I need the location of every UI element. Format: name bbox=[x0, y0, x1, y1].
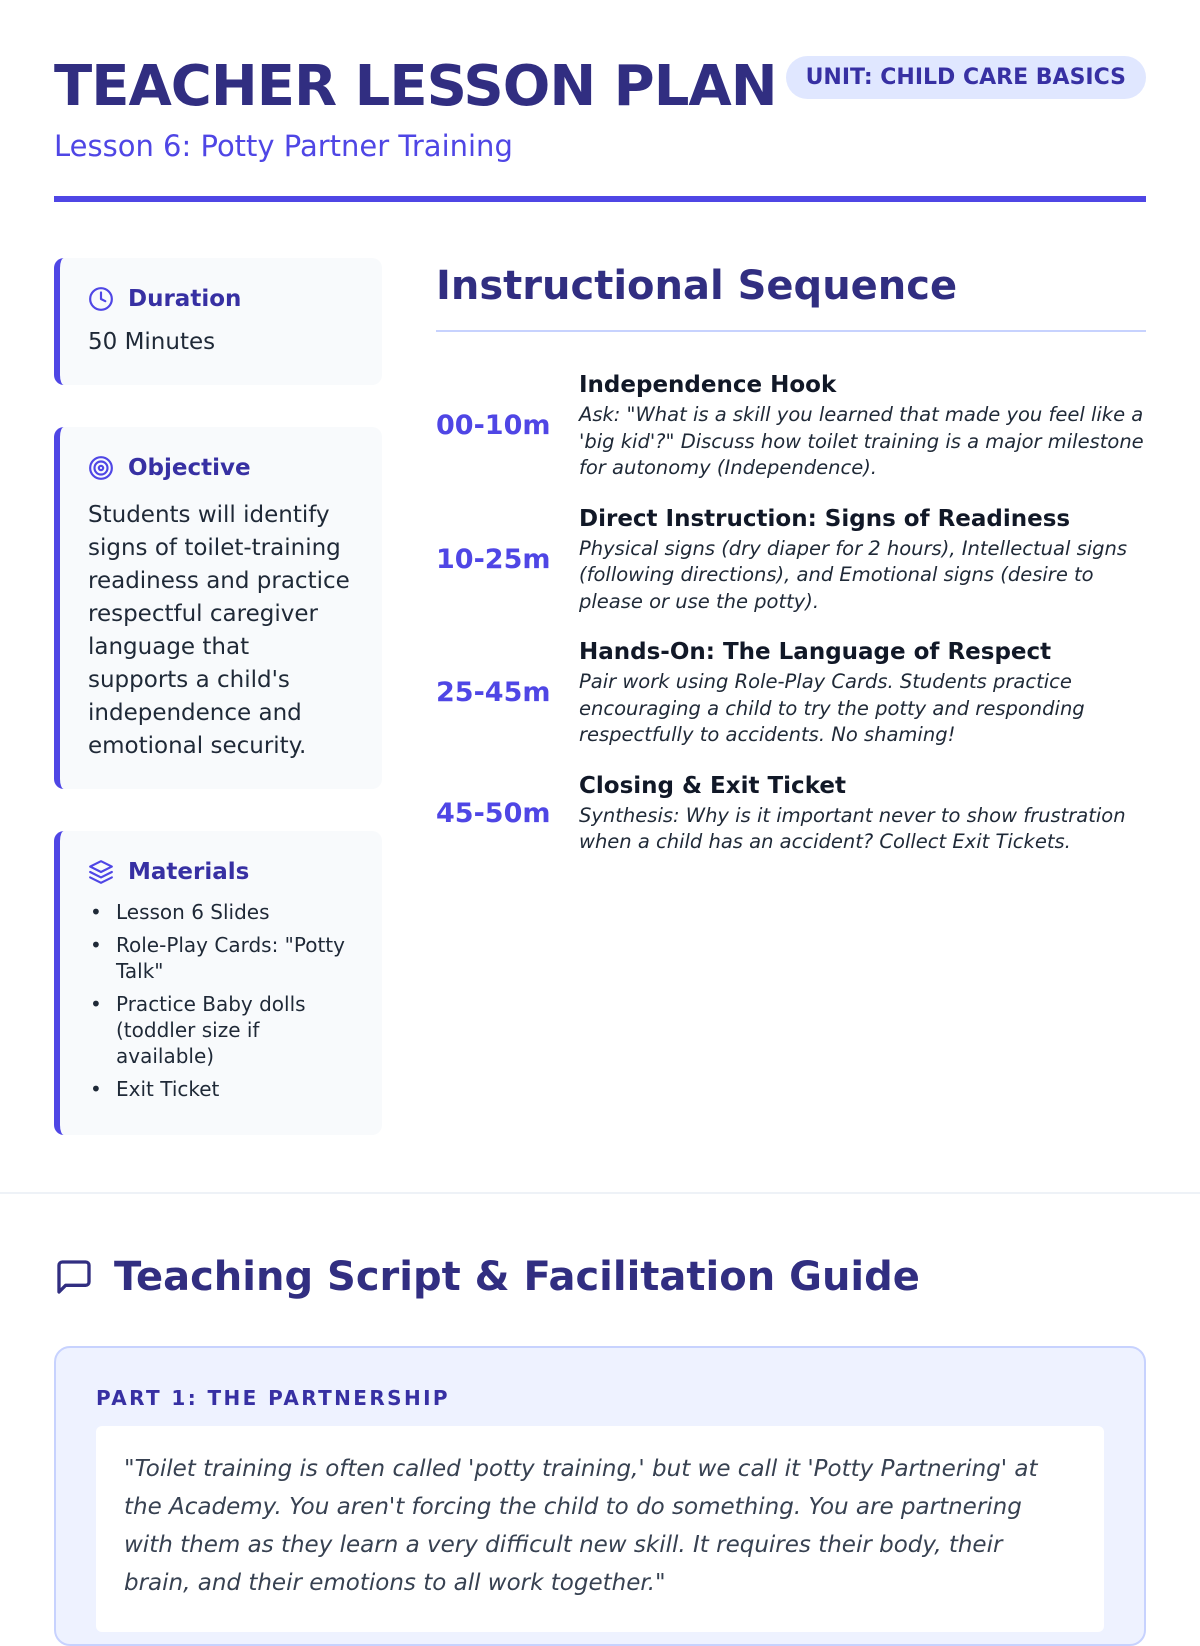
step-description: Physical signs (dry diaper for 2 hours), Intellectual signs (following directions), and Emotional signs (desire to please or use the potty). bbox=[579, 536, 1128, 613]
section-divider bbox=[0, 1192, 1200, 1194]
step-description: Pair work using Role-Play Cards. Students practice encouraging a child to try the potty and responding respectfully to accidents. No shaming! bbox=[579, 670, 1085, 746]
sequence-step bbox=[436, 637, 1146, 749]
materials-item: • Role-Play Cards: "Potty Talk" bbox=[90, 933, 345, 983]
step-title: Hands-On: The Language of Respect bbox=[579, 639, 1052, 665]
unit-badge: UNIT: CHILD CARE BASICS bbox=[786, 56, 1146, 99]
step-time: 25-45m bbox=[436, 677, 551, 709]
materials-card bbox=[54, 831, 382, 1135]
objective-label: Objective bbox=[128, 455, 251, 481]
page-title: TEACHER LESSON PLAN bbox=[54, 54, 777, 119]
objective-header bbox=[88, 455, 356, 481]
layers-icon bbox=[88, 859, 114, 885]
materials-label: Materials bbox=[128, 859, 250, 885]
duration-card bbox=[54, 258, 382, 385]
content-columns bbox=[54, 258, 1146, 1177]
part-label: PART 1: THE PARTNERSHIP bbox=[96, 1386, 450, 1410]
step-title: Closing & Exit Ticket bbox=[579, 772, 846, 799]
part-card bbox=[54, 1346, 1146, 1646]
materials-list bbox=[88, 899, 356, 1102]
sequence-step bbox=[436, 504, 1146, 616]
sequence-step bbox=[436, 370, 1146, 482]
step-description: Synthesis: Why is it important never to show frustration when a child has an accident? Collect Exit Tickets. bbox=[579, 803, 1126, 853]
step-title: Independence Hook bbox=[579, 372, 837, 398]
materials-item: • Exit Ticket bbox=[90, 1077, 220, 1101]
script-quote: "Toilet training is often called 'potty training,' but we call it 'Potty Partnering' at the Academy. You aren't forcing the child to do something. You are partnering with them as they learn a very difficult new skill. It requires their body, their brain, and their emotions to all work together." bbox=[96, 1426, 1104, 1632]
sequence-title: Instructional Sequence bbox=[436, 263, 958, 309]
sequence-divider bbox=[436, 330, 1146, 332]
message-square-icon bbox=[54, 1257, 94, 1297]
duration-label: Duration bbox=[128, 286, 242, 312]
materials-item: • Practice Baby dolls (toddler size if available) bbox=[90, 992, 306, 1068]
clock-icon bbox=[88, 286, 114, 312]
materials-item: • Lesson 6 Slides bbox=[90, 900, 270, 924]
header-divider bbox=[54, 196, 1146, 202]
lesson-subtitle: Lesson 6: Potty Partner Training bbox=[54, 129, 513, 163]
duration-header bbox=[88, 286, 356, 312]
step-time: 10-25m bbox=[436, 543, 551, 575]
step-description: Ask: "What is a skill you learned that made you feel like a 'big kid'?" Discuss how toilet training is a major milestone for autonomy (Independence). bbox=[579, 403, 1144, 479]
duration-value: 50 Minutes bbox=[88, 329, 216, 355]
script-header bbox=[54, 1252, 1146, 1302]
script-title: Teaching Script & Facilitation Guide bbox=[114, 1254, 920, 1300]
teaching-script-section bbox=[54, 1252, 1146, 1646]
step-title: Direct Instruction: Signs of Readiness bbox=[579, 505, 1071, 532]
page-header bbox=[54, 0, 1146, 202]
target-icon bbox=[88, 455, 114, 481]
step-time: 00-10m bbox=[436, 410, 551, 442]
step-time: 45-50m bbox=[436, 797, 551, 829]
sequence-step bbox=[436, 771, 1146, 856]
objective-text: Students will identify signs of toilet-training readiness and practice respectful caregiver language that supports a child's independence and emotional security. bbox=[88, 502, 350, 759]
sidebar bbox=[54, 258, 382, 1177]
objective-card bbox=[54, 427, 382, 789]
sequence-steps bbox=[436, 370, 1146, 856]
instructional-sequence bbox=[436, 258, 1146, 1177]
materials-header bbox=[88, 859, 356, 885]
